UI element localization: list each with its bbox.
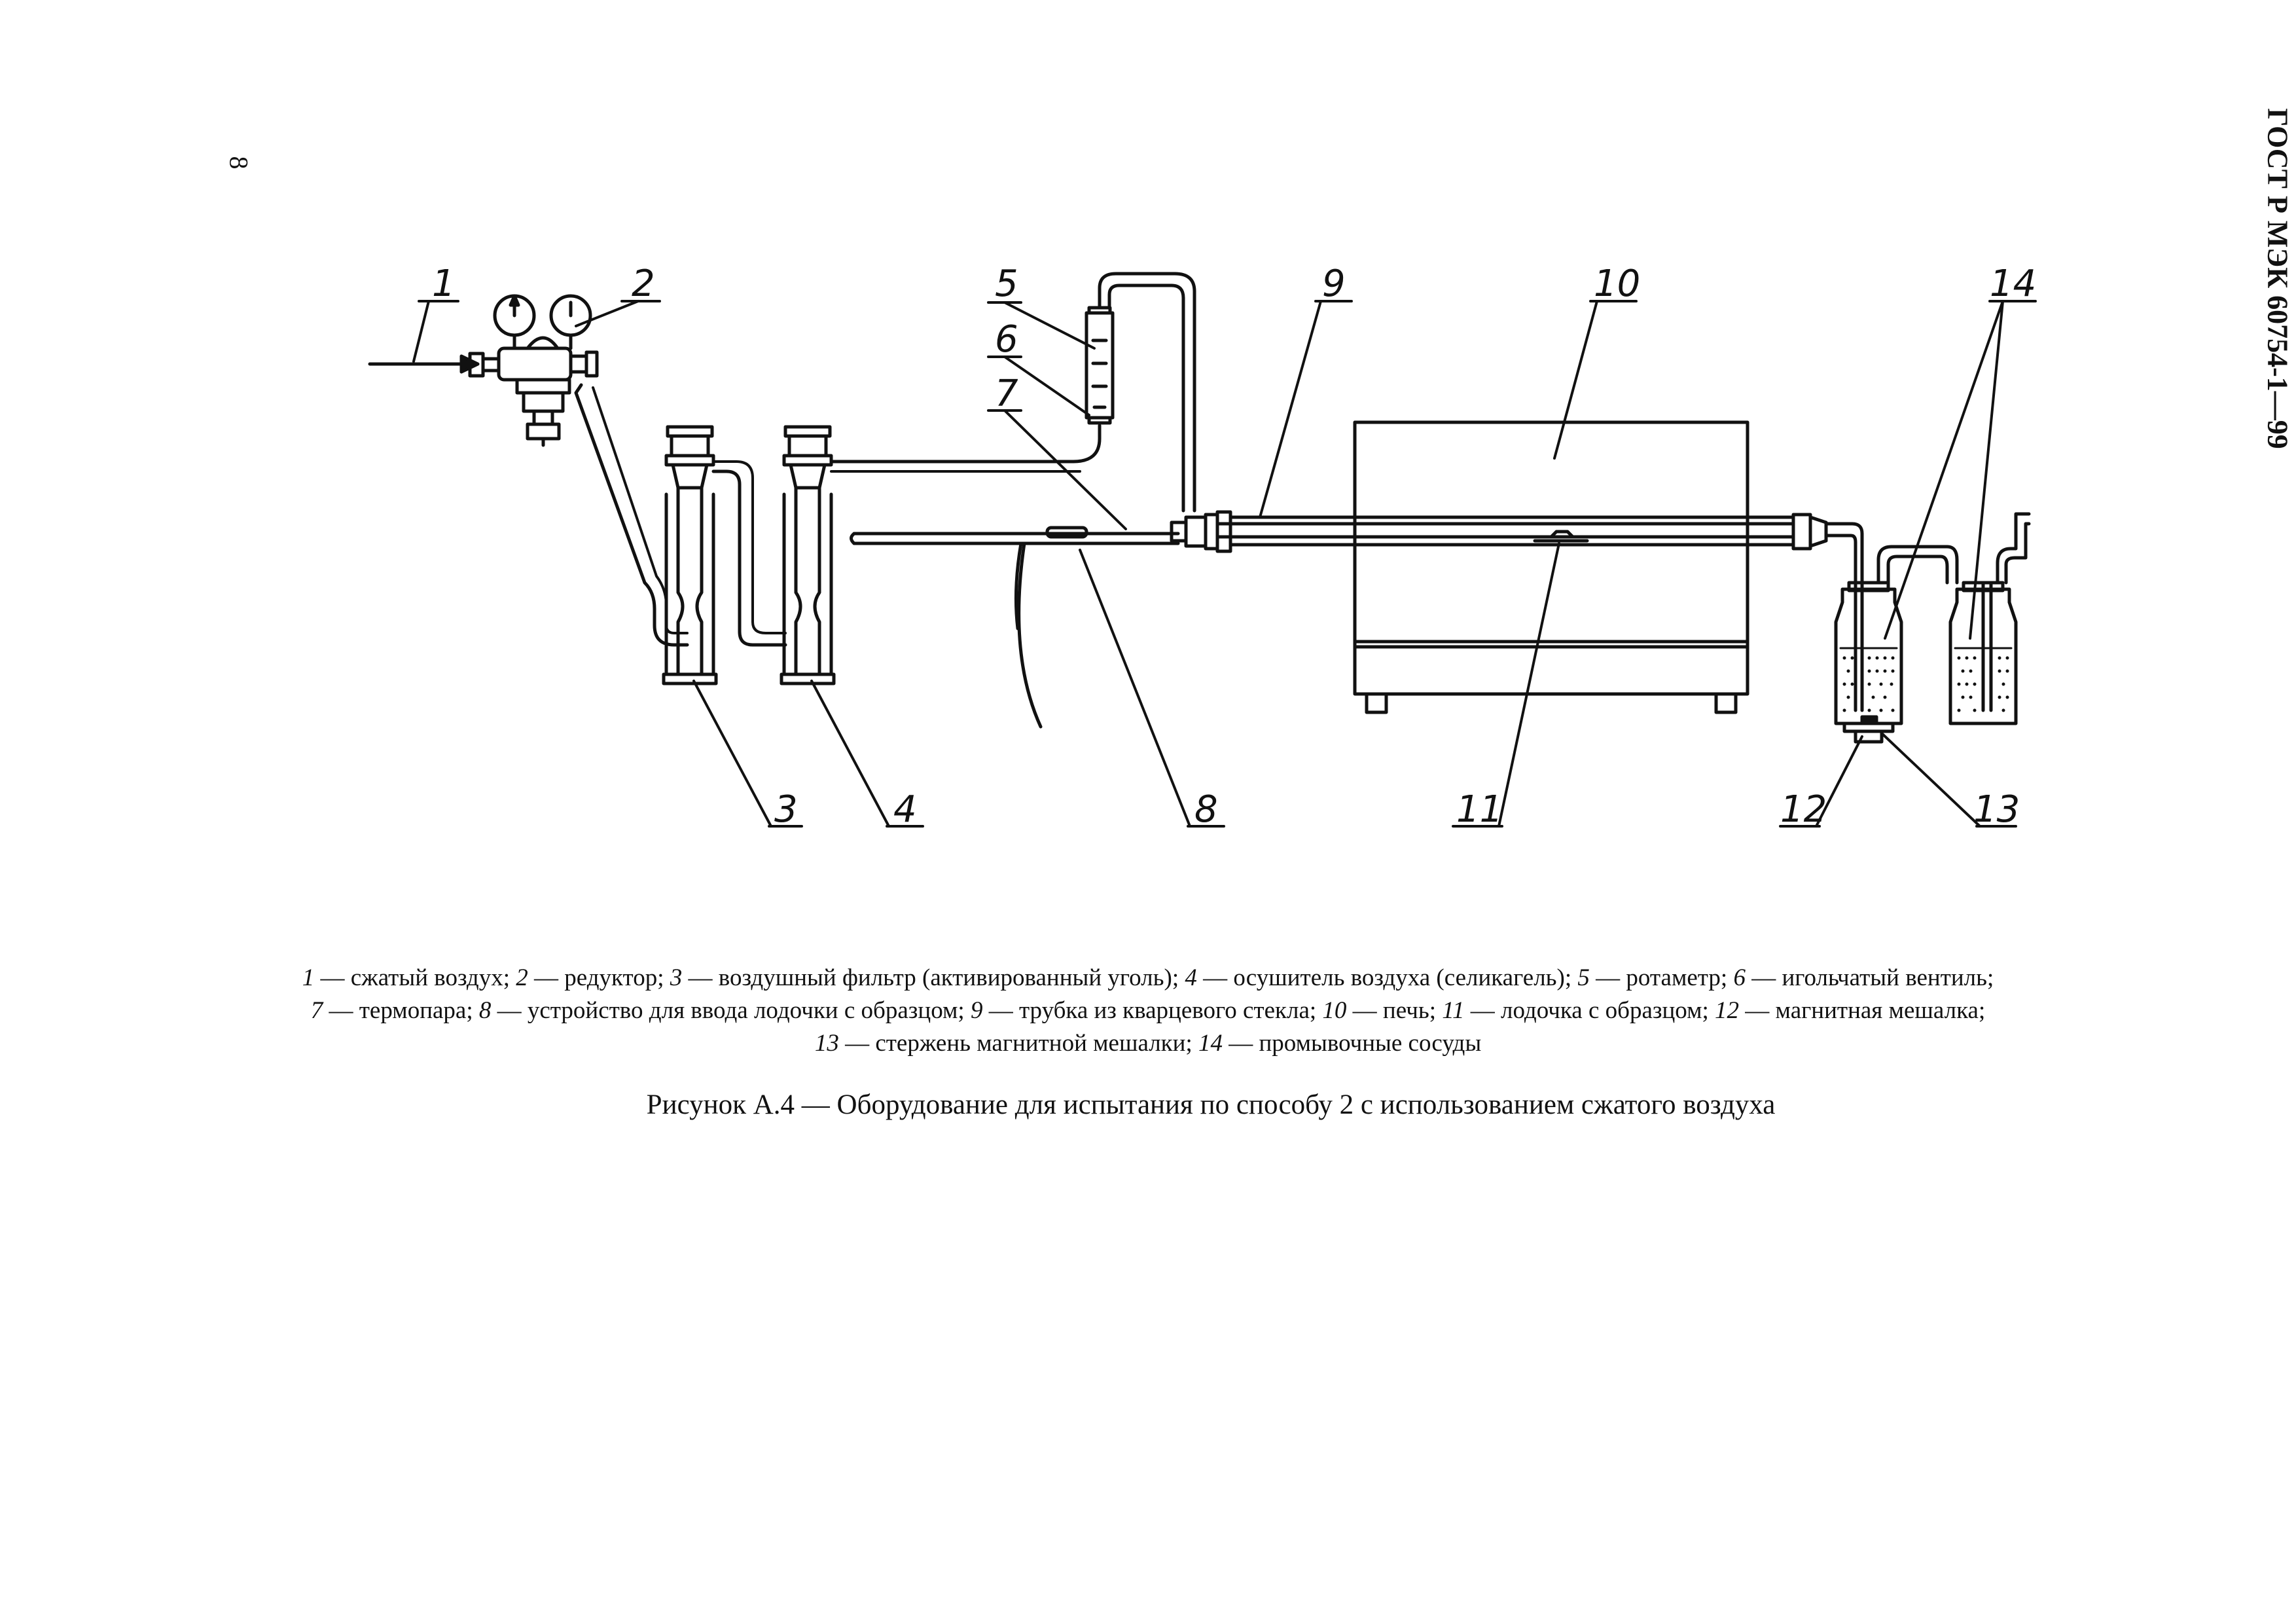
legend-line-1: 1 — сжатый воздух; 2 — редуктор; 3 — воздушный фильтр (активированный уголь); 4 — осушитель воздуха (селикагель); 5 — ротаметр; 6 — игольчатый вентиль; <box>302 964 1994 991</box>
callout-3: 3 <box>774 788 798 831</box>
air-dryer <box>781 427 834 684</box>
callout-13: 13 <box>1973 788 2020 831</box>
callout-4: 4 <box>893 788 917 831</box>
document-code: ГОСТ Р МЭК 60754-1—99 <box>2261 108 2294 449</box>
leader-lines <box>414 301 2036 826</box>
callout-8: 8 <box>1194 788 1218 831</box>
tube-filter-to-dryer <box>713 471 785 645</box>
furnace <box>1355 422 1748 712</box>
rotameter <box>1086 274 1194 511</box>
legend-line-2: 7 — термопара; 8 — устройство для ввода лодочки с образцом; 9 — трубка из кварцевого стекла; 10 — печь; 11 — лодочка с образцом; 12 — магнитная мешалка; <box>310 997 1986 1024</box>
callout-11: 11 <box>1456 788 1503 831</box>
wash-bottle-1 <box>1836 547 1918 723</box>
legend-line-3: 13 — стержень магнитной мешалки; 14 — промывочные сосуды <box>814 1030 1482 1057</box>
callout-7: 7 <box>995 373 1018 415</box>
wash-bottle-2 <box>1918 514 2029 723</box>
thermocouple <box>852 528 1179 727</box>
callout-14: 14 <box>1990 263 2037 305</box>
callout-12: 12 <box>1780 788 1827 831</box>
pressure-reducer <box>470 296 597 445</box>
callout-5: 5 <box>995 263 1018 305</box>
callout-2: 2 <box>632 263 655 305</box>
callout-numbers <box>432 263 2036 831</box>
callout-1: 1 <box>432 263 456 305</box>
figure-title: Рисунок А.4 — Оборудование для испытания по способу 2 с использованием сжатого воздуха <box>646 1089 1776 1120</box>
hose-reducer-to-filter <box>576 385 687 645</box>
callout-10: 10 <box>1594 263 1641 305</box>
callout-9: 9 <box>1322 263 1346 305</box>
quartz-tube <box>1172 512 1862 589</box>
callout-6: 6 <box>995 318 1018 361</box>
tube-dryer-to-rotameter <box>831 426 1100 462</box>
page-number: 8 <box>224 156 254 170</box>
compressed-air-arrow <box>370 356 478 372</box>
